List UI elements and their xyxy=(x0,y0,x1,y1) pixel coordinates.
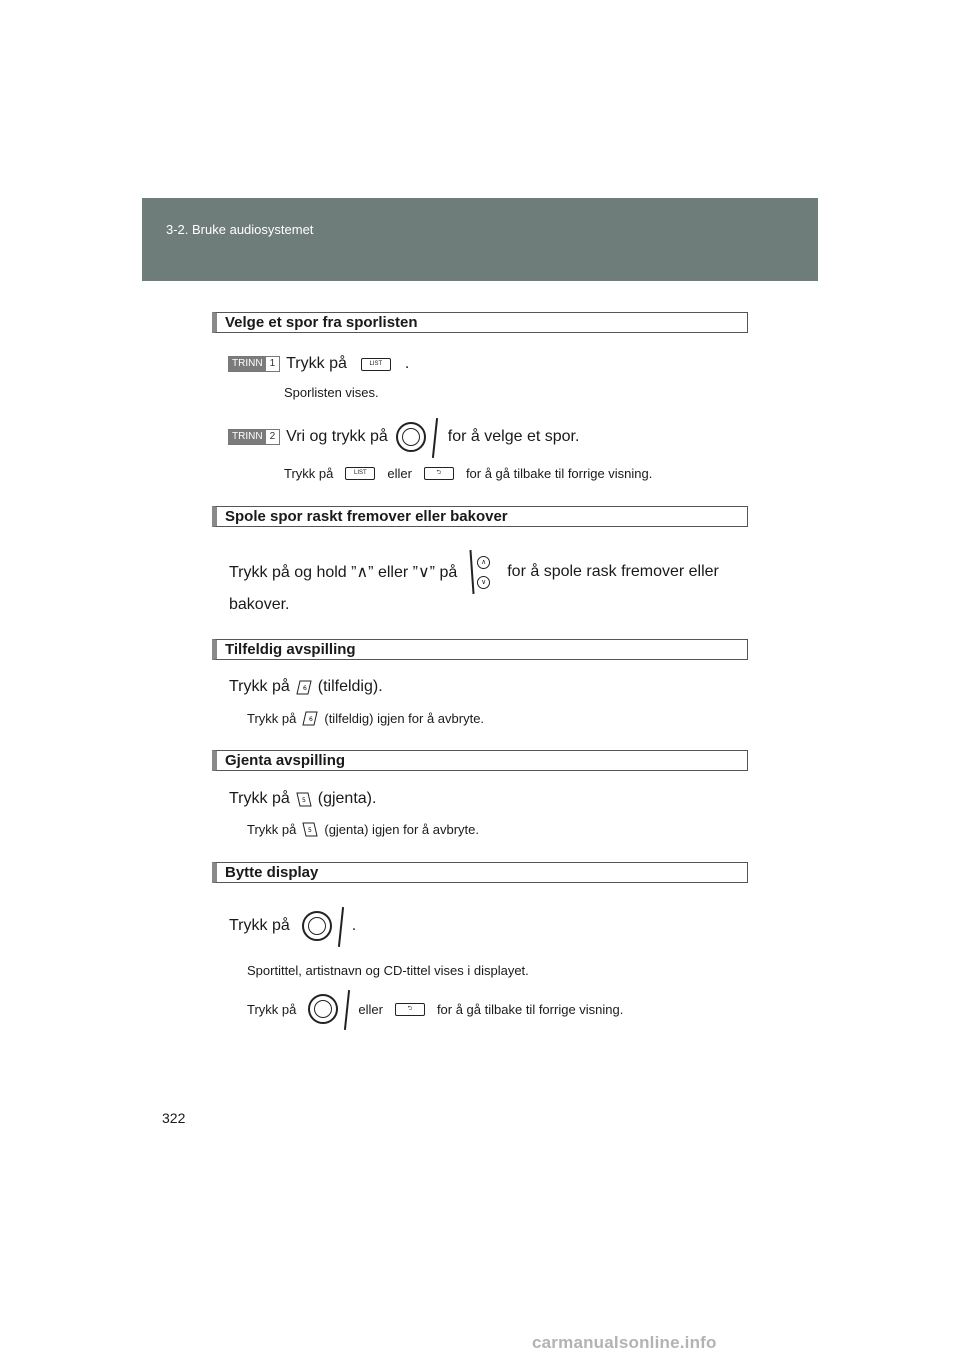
step-2: TRINN 2 Vri og trykk på for å velge et spor. xyxy=(228,418,579,456)
section-title: 3-2. Bruke audiosystemet xyxy=(166,222,314,237)
back-button-icon: ⮌ xyxy=(395,1003,425,1016)
step-1-note: Sporlisten vises. xyxy=(284,385,379,400)
heading-track-list: Velge et spor fra sporlisten xyxy=(212,312,748,333)
section-header-band xyxy=(142,198,818,281)
display-note-2: Trykk på eller ⮌ for å gå tilbake til forrige visning. xyxy=(247,990,623,1028)
step-badge: TRINN 2 xyxy=(228,429,280,445)
tune-select-knob-icon xyxy=(300,907,348,945)
repeat-note: Trykk på 5 (gjenta) igjen for å avbryte. xyxy=(247,822,479,837)
repeat-line: Trykk på 5 (gjenta). xyxy=(229,790,377,807)
preset-5-icon xyxy=(302,822,318,837)
page-number: 322 xyxy=(162,1110,186,1126)
tune-select-knob-icon xyxy=(306,990,354,1028)
random-note: Trykk på 6 (tilfeldig) igjen for å avbryte. xyxy=(247,711,485,726)
step-1: TRINN 1 Trykk på LIST . xyxy=(228,355,409,373)
heading-seek: Spole spor raskt fremover eller bakover xyxy=(212,506,748,527)
back-button-icon: ⮌ xyxy=(424,467,454,480)
svg-text:5: 5 xyxy=(308,827,313,834)
list-button-icon: LIST xyxy=(361,358,391,371)
random-line: Trykk på 6 (tilfeldig). xyxy=(229,678,383,695)
preset-6-icon xyxy=(296,680,312,695)
heading-random: Tilfeldig avspilling xyxy=(212,639,748,660)
step-badge: TRINN 1 xyxy=(228,356,280,372)
seek-rocker-icon: ∧ ∨ xyxy=(467,550,497,594)
heading-display: Bytte display xyxy=(212,862,748,883)
step-2-note: Trykk på LIST eller ⮌ for å gå tilbake til forrige visning. xyxy=(284,466,653,481)
svg-text:5: 5 xyxy=(301,796,306,804)
preset-5-icon xyxy=(296,792,312,807)
svg-text:6: 6 xyxy=(309,716,314,723)
svg-text:6: 6 xyxy=(302,684,307,692)
watermark: carmanualsonline.info xyxy=(532,1333,717,1352)
seek-line-2: bakover. xyxy=(229,596,290,613)
tune-select-knob-icon xyxy=(394,418,442,456)
list-button-icon: LIST xyxy=(345,467,375,480)
preset-6-icon xyxy=(302,711,318,726)
display-note-1: Sportittel, artistnavn og CD-tittel vises i displayet. xyxy=(247,963,529,978)
heading-repeat: Gjenta avspilling xyxy=(212,750,748,771)
seek-line-1: Trykk på og hold ”∧” eller ”∨” på ∧ ∨ for å spole rask fremover eller xyxy=(229,550,719,594)
display-line: Trykk på . xyxy=(229,907,356,945)
